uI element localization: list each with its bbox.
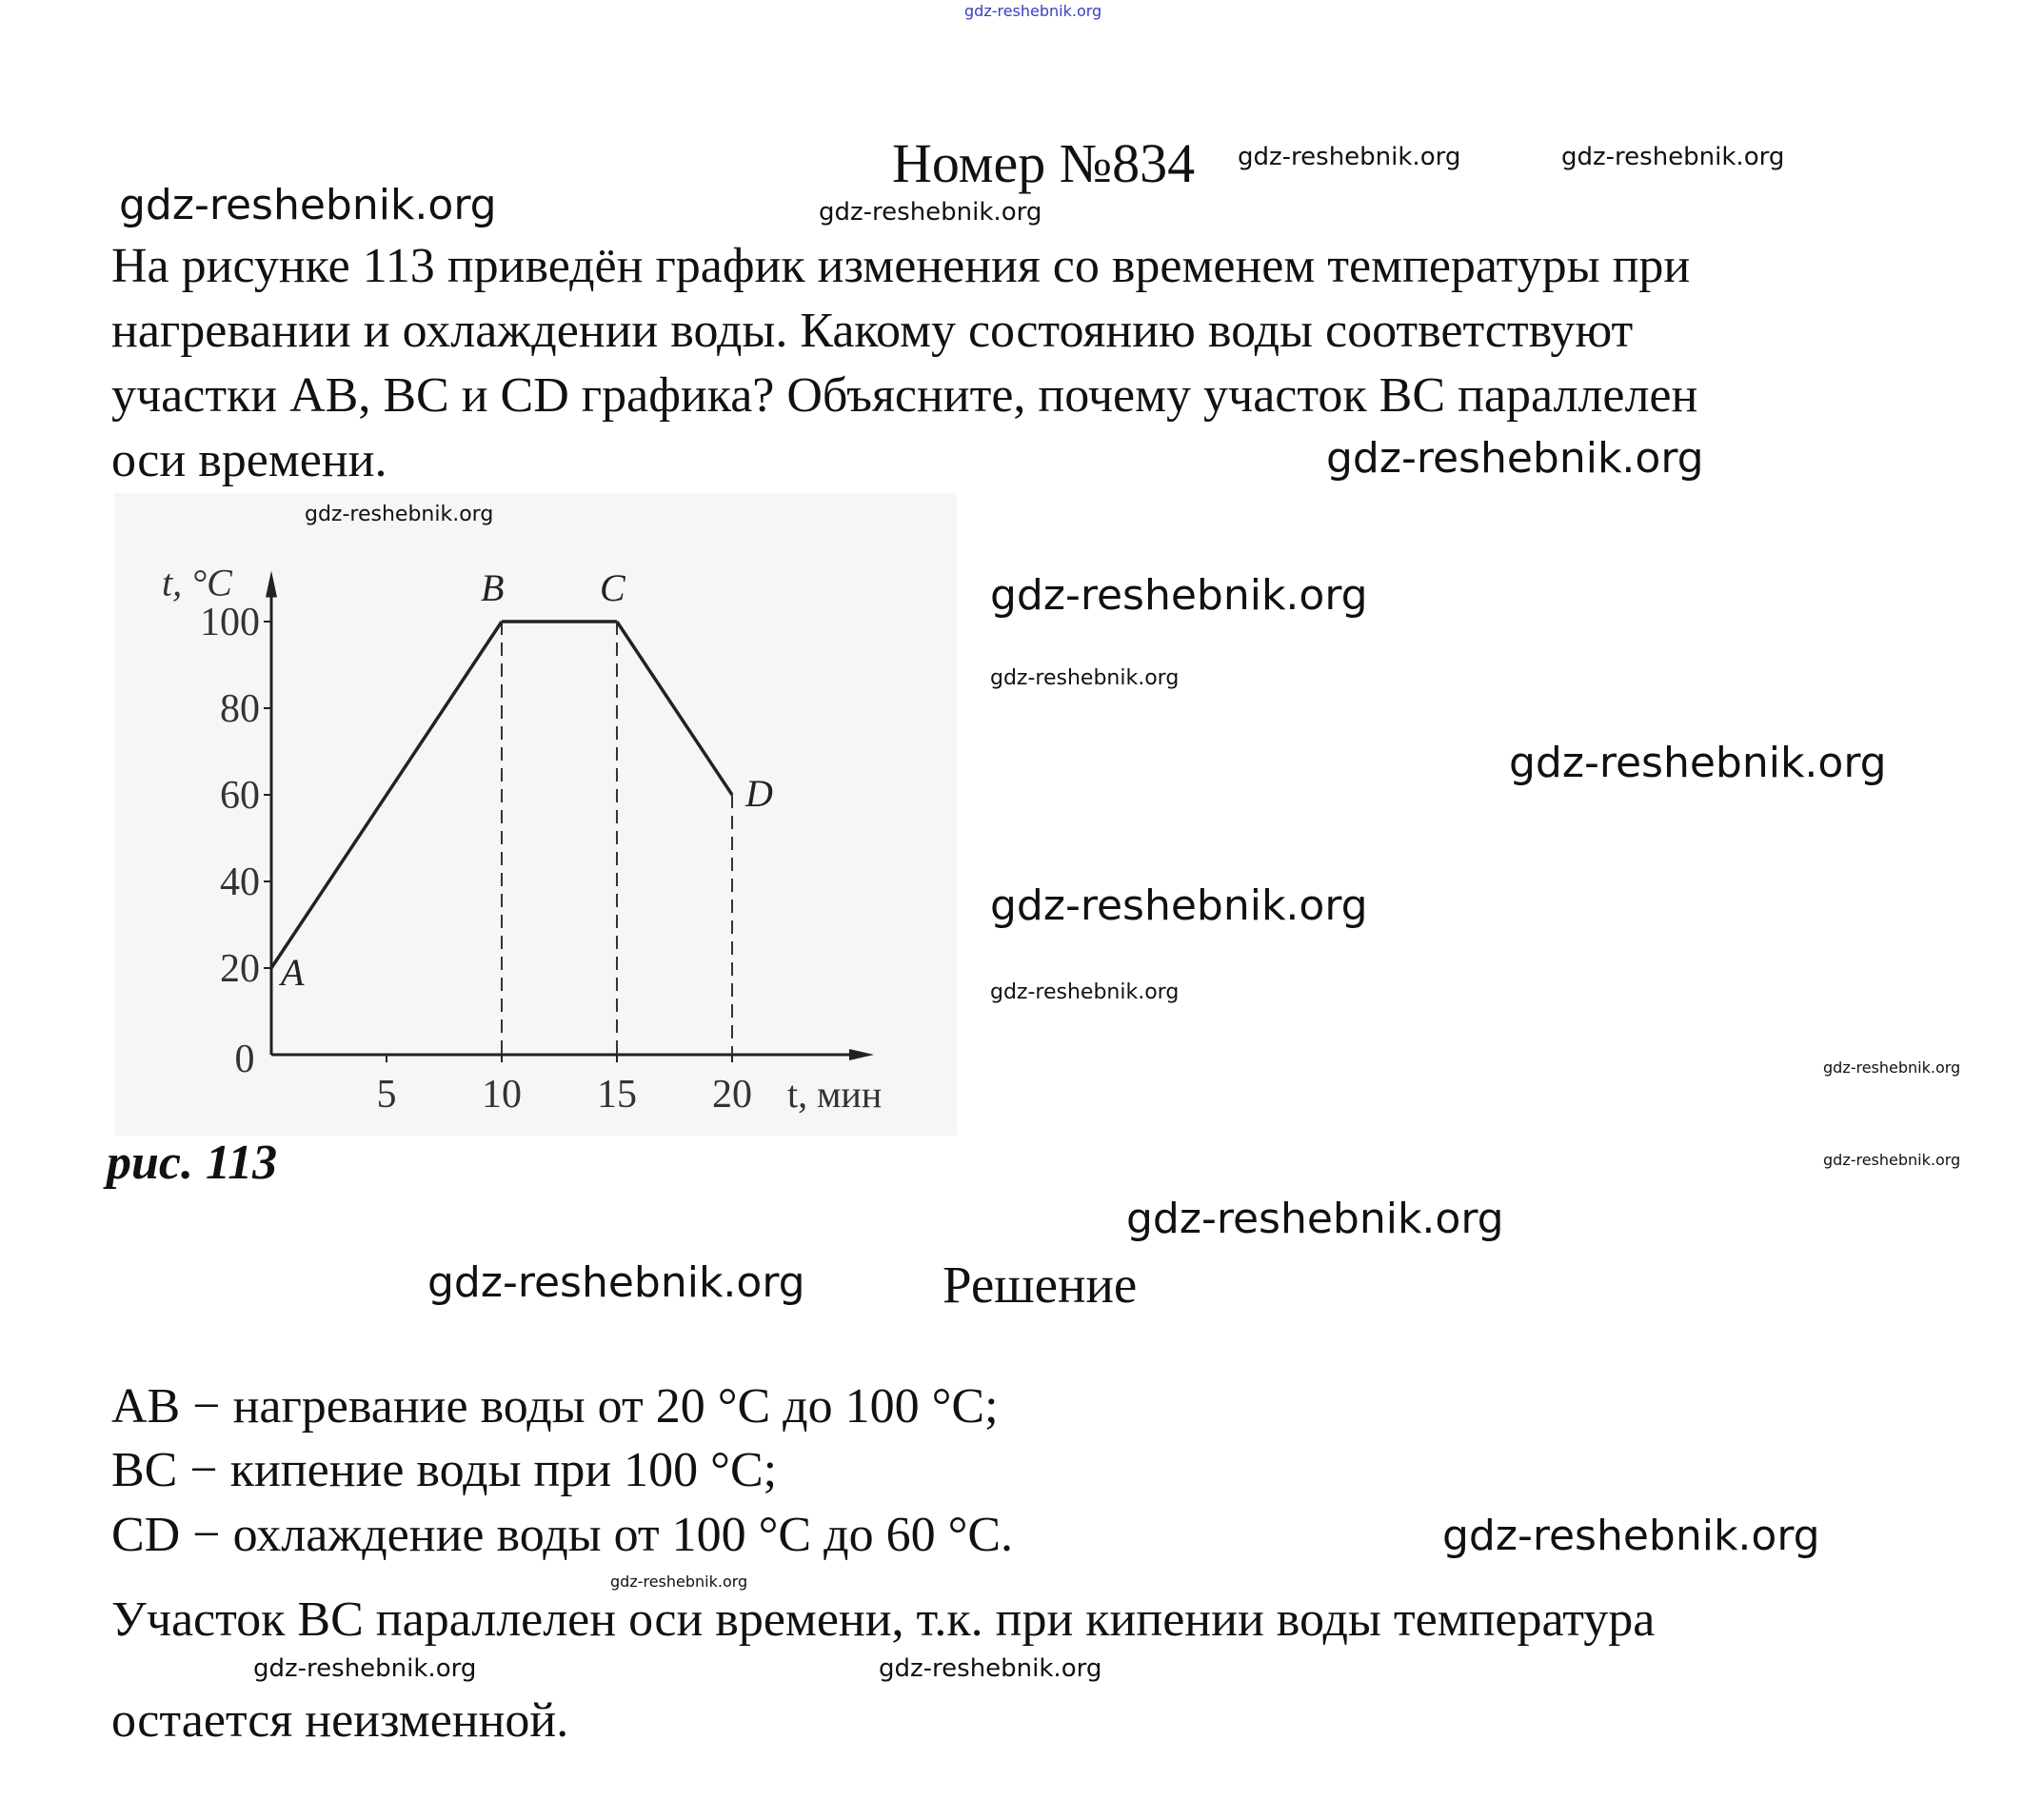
point-label-a: A [281, 951, 305, 994]
watermark: gdz-reshebnik.org [1823, 1151, 1961, 1169]
y-tick-label: 100 [200, 601, 260, 644]
watermark: gdz-reshebnik.org [1238, 143, 1461, 171]
solution-line: Участок ВС параллелен оси времени, т.к. при кипении воды температура [111, 1592, 1656, 1647]
figure-caption: рис. 113 [107, 1136, 278, 1190]
watermark: gdz-reshebnik.org [990, 980, 1180, 1004]
watermark: gdz-reshebnik.org [879, 1654, 1102, 1683]
watermark: gdz-reshebnik.org [427, 1258, 805, 1307]
point-label-d: D [745, 772, 773, 815]
watermark: gdz-reshebnik.org [990, 881, 1368, 930]
y-tick-label: 60 [220, 774, 260, 818]
page-title: Номер №834 [892, 132, 1196, 194]
x-axis-arrow [849, 1049, 874, 1060]
origin-label: 0 [234, 1038, 255, 1081]
point-label-b: B [481, 566, 505, 609]
watermark: gdz-reshebnik.org [305, 503, 494, 526]
x-tick-label: 10 [482, 1073, 522, 1117]
figure-113-chart [114, 493, 957, 1136]
watermark: gdz-reshebnik.org [990, 571, 1368, 620]
watermark: gdz-reshebnik.org [1509, 739, 1887, 787]
solution-heading: Решение [943, 1256, 1138, 1314]
x-tick-label: 20 [712, 1073, 752, 1117]
watermark: gdz-reshebnik.org [610, 1573, 748, 1591]
watermark: gdz-reshebnik.org [253, 1654, 477, 1683]
watermark: gdz-reshebnik.org [1823, 1058, 1961, 1077]
top-watermark-link[interactable]: gdz-reshebnik.org [964, 2, 1102, 20]
y-tick-label: 40 [220, 860, 260, 904]
solution-line: остается неизменной. [111, 1693, 569, 1748]
temperature-time-chart [114, 493, 957, 1136]
solution-line: CD − охлаждение воды от 100 °С до 60 °С. [111, 1508, 1014, 1562]
x-axis-label: t, мин [787, 1073, 883, 1116]
y-axis-label: t, °C [162, 561, 232, 604]
y-tick-label: 20 [220, 947, 260, 991]
watermark: gdz-reshebnik.org [1326, 434, 1704, 483]
watermark: gdz-reshebnik.org [119, 181, 497, 229]
segment-cd [617, 622, 732, 795]
problem-line: нагревании и охлаждении воды. Какому состоянию воды соответствуют [111, 304, 1634, 358]
y-tick-label: 80 [220, 687, 260, 731]
solution-line: АВ − нагревание воды от 20 °С до 100 °С; [111, 1379, 999, 1434]
problem-line: На рисунке 113 приведён график изменения со временем температуры при [111, 239, 1691, 293]
y-axis-arrow [266, 571, 277, 598]
point-label-c: C [600, 566, 625, 609]
watermark: gdz-reshebnik.org [819, 198, 1042, 227]
solution-line: ВС − кипение воды при 100 °С; [111, 1443, 778, 1497]
watermark: gdz-reshebnik.org [1126, 1195, 1504, 1243]
problem-line: оси времени. [111, 433, 387, 487]
watermark: gdz-reshebnik.org [1561, 143, 1785, 171]
x-tick-label: 15 [597, 1073, 637, 1117]
problem-line: участки АВ, ВС и CD графика? Объясните, почему участок ВС параллелен [111, 368, 1698, 423]
x-tick-label: 5 [376, 1073, 397, 1117]
segment-ab [271, 622, 502, 968]
watermark: gdz-reshebnik.org [1442, 1512, 1820, 1560]
watermark: gdz-reshebnik.org [990, 666, 1180, 690]
